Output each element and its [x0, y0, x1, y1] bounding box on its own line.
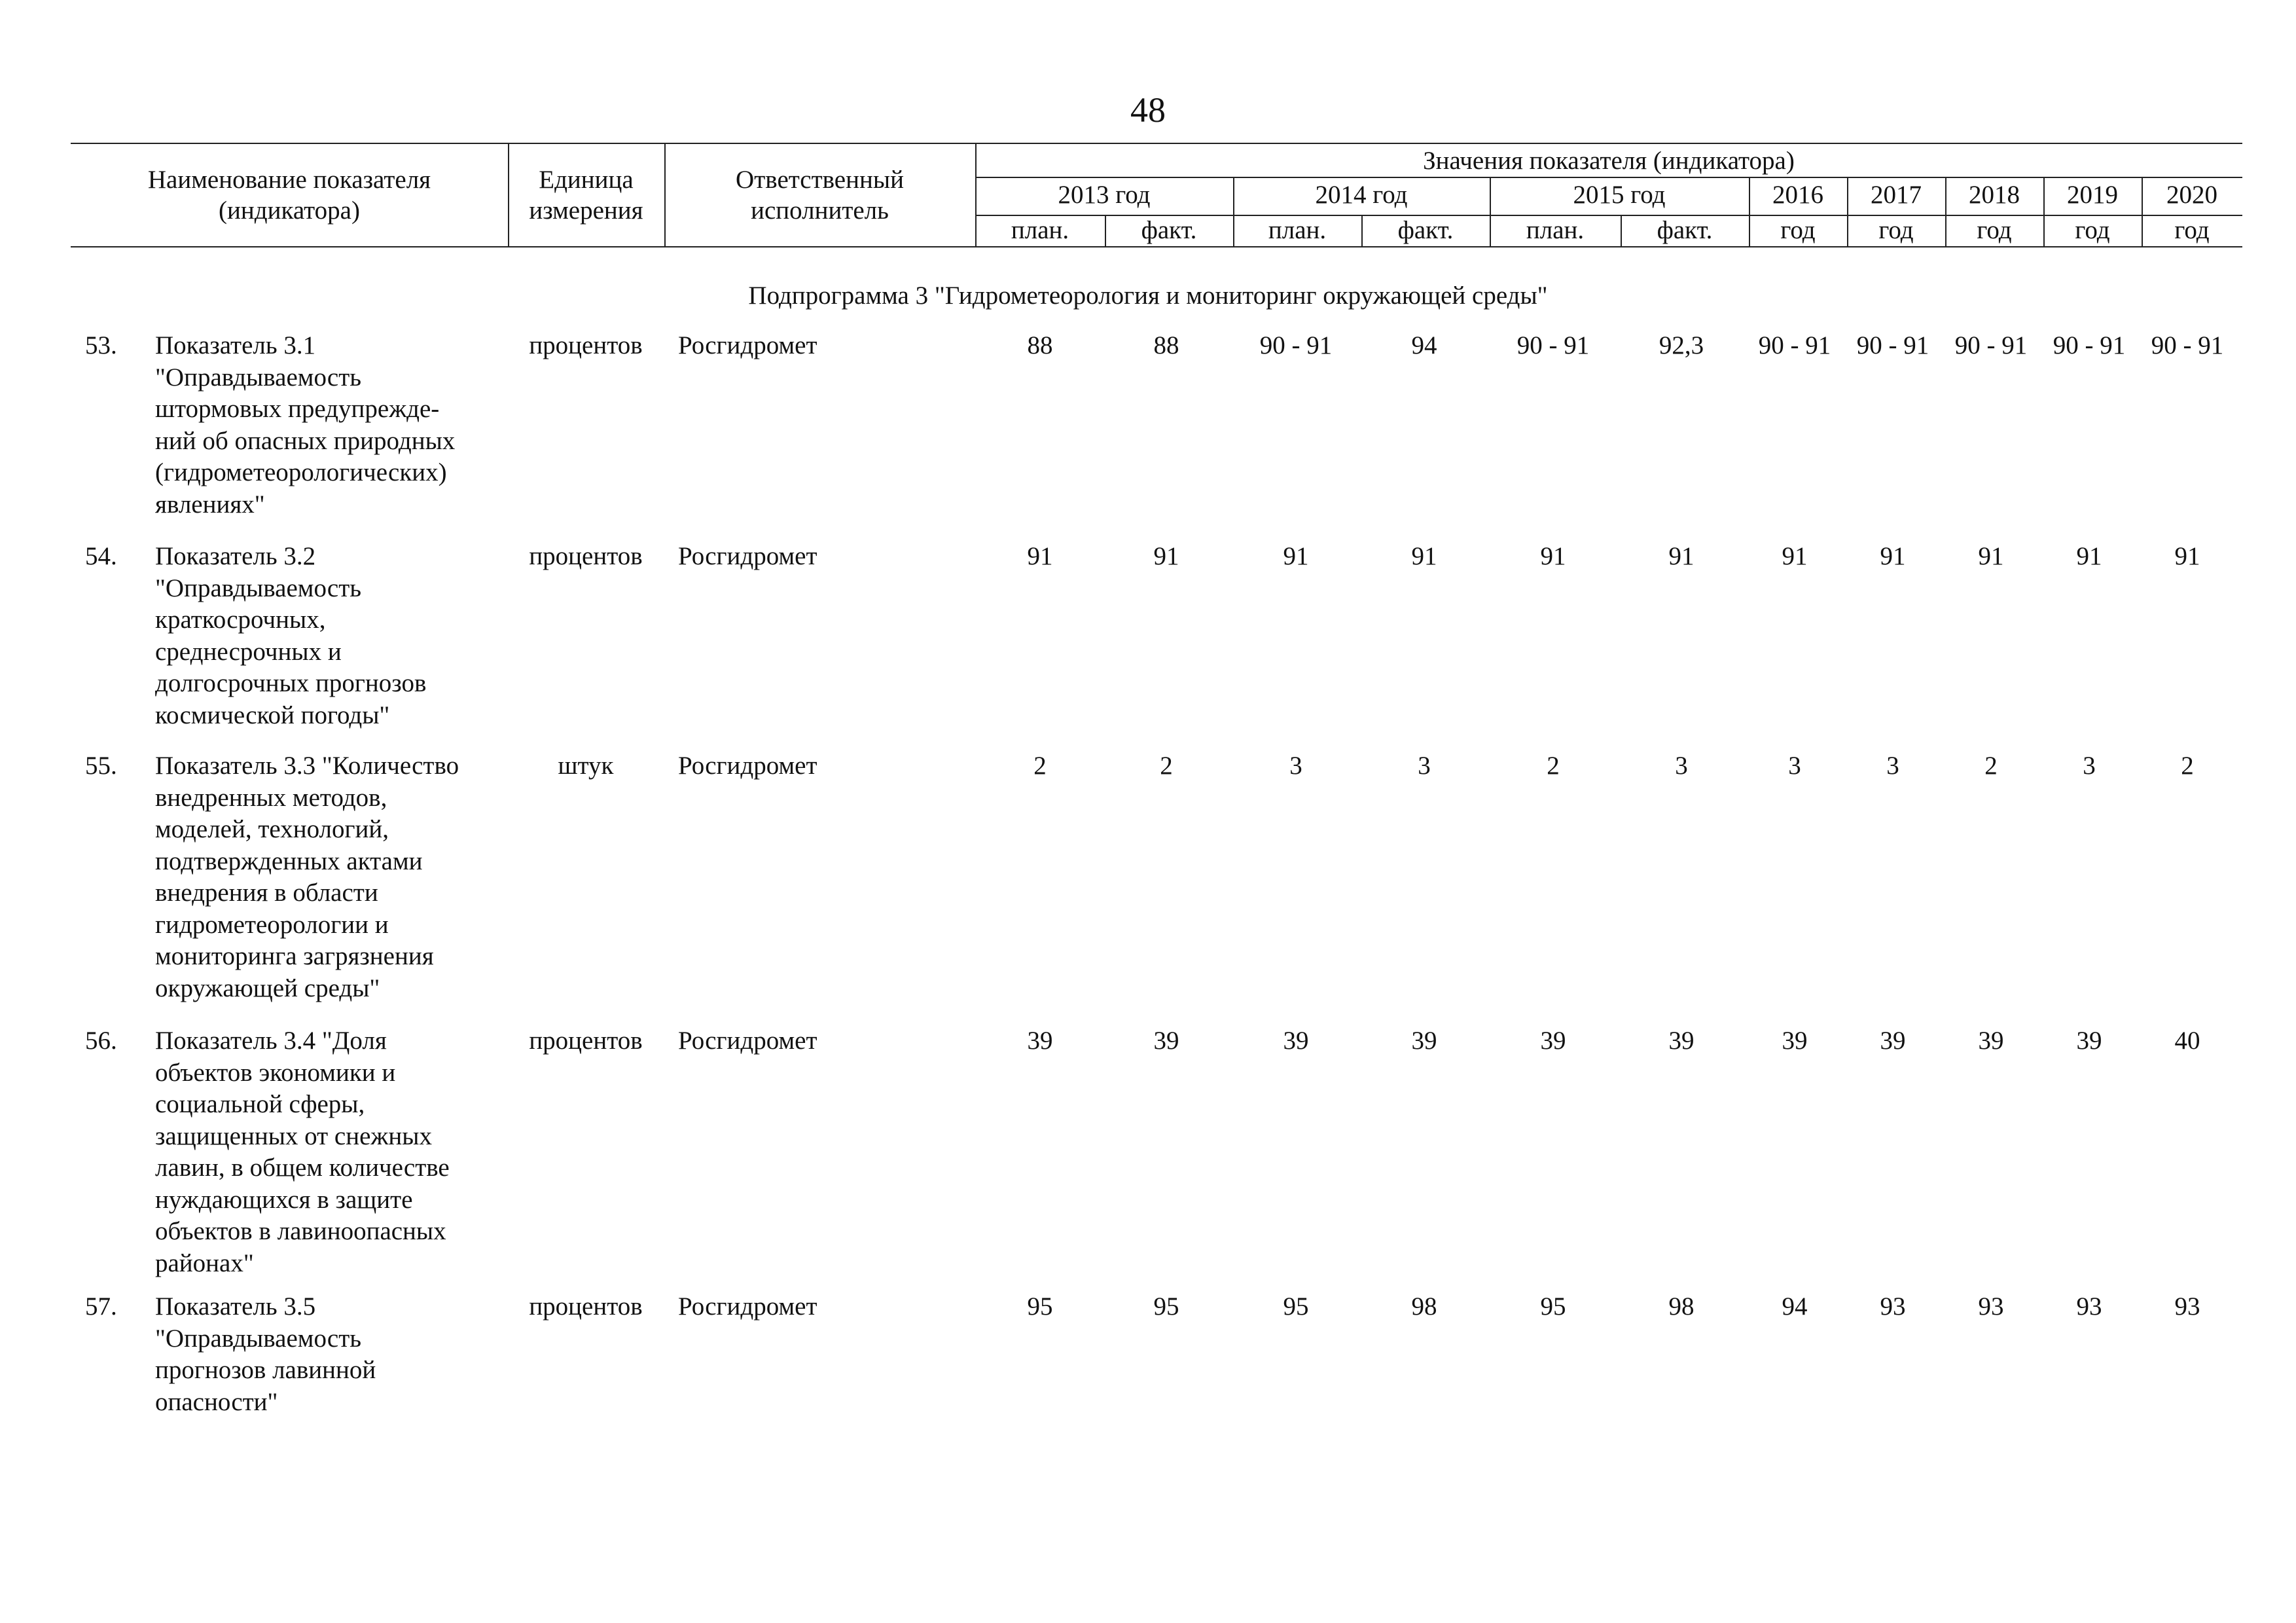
- value-2014-fact: 98: [1411, 1292, 1437, 1321]
- header-year-2013: 2013 год: [1058, 181, 1151, 209]
- value-2013-plan: 91: [1027, 542, 1053, 570]
- header-unit-column: Единица измерения: [529, 166, 643, 225]
- header-executor-column: Ответственный исполнитель: [736, 166, 904, 225]
- value-2020: 40: [2174, 1027, 2200, 1055]
- value-2015-plan: 95: [1540, 1292, 1566, 1321]
- value-2018: 39: [1978, 1027, 2004, 1055]
- years-rule: [975, 177, 2242, 178]
- row-number: 55.: [85, 752, 117, 780]
- unit: процентов: [529, 331, 643, 359]
- value-2015-fact: 91: [1668, 542, 1695, 570]
- value-2015-plan: 39: [1540, 1027, 1566, 1055]
- value-2013-fact: 95: [1153, 1292, 1179, 1321]
- value-2015-fact: 3: [1675, 752, 1688, 780]
- value-2016: 90 - 91: [1758, 331, 1831, 359]
- value-2015-fact: 39: [1668, 1027, 1695, 1055]
- indicator-name: Показатель 3.5 "Оправдываемость прогнозов лавинной опасности": [155, 1292, 376, 1416]
- value-2014-plan: 90 - 91: [1259, 331, 1333, 359]
- value-2017: 3: [1886, 752, 1899, 780]
- value-2014-fact: 39: [1411, 1027, 1437, 1055]
- row-number: 56.: [85, 1027, 117, 1055]
- value-2017: 39: [1880, 1027, 1906, 1055]
- header-plan-2015: план.: [1526, 216, 1585, 244]
- value-2018: 2: [1984, 752, 1998, 780]
- value-2015-fact: 92,3: [1659, 331, 1704, 359]
- value-2019: 90 - 91: [2053, 331, 2126, 359]
- value-2016: 39: [1782, 1027, 1808, 1055]
- value-2014-fact: 91: [1411, 542, 1437, 570]
- page-number: 48: [1130, 90, 1166, 130]
- header-values-group: Значения показателя (индикатора): [1423, 147, 1795, 175]
- header-god-2019: год: [2075, 216, 2110, 244]
- header-god-2016: год: [1780, 216, 1816, 244]
- value-2014-plan: 95: [1283, 1292, 1309, 1321]
- unit: штук: [558, 752, 614, 780]
- value-2016: 3: [1788, 752, 1801, 780]
- value-2020: 91: [2174, 542, 2200, 570]
- executor: Росгидромет: [678, 752, 817, 780]
- header-god-2017: год: [1878, 216, 1914, 244]
- value-2015-fact: 98: [1668, 1292, 1695, 1321]
- header-year-2014: 2014 год: [1315, 181, 1408, 209]
- value-2015-plan: 2: [1547, 752, 1560, 780]
- value-2016: 91: [1782, 542, 1808, 570]
- value-2019: 3: [2083, 752, 2096, 780]
- value-2019: 93: [2076, 1292, 2102, 1321]
- executor: Росгидромет: [678, 542, 817, 570]
- indicator-name: Показатель 3.3 "Количество внедренных методов, моделей, технологий, подтвержденных актами внедрения в области гидрометеорологии и мониторинга загрязнения окружающей среды": [155, 752, 459, 1002]
- value-2020: 2: [2181, 752, 2194, 780]
- unit: процентов: [529, 1292, 643, 1321]
- header-god-2020: год: [2174, 216, 2210, 244]
- value-2016: 94: [1782, 1292, 1808, 1321]
- value-2018: 90 - 91: [1954, 331, 2028, 359]
- header-fact-2014: факт.: [1397, 216, 1454, 244]
- value-2019: 39: [2076, 1027, 2102, 1055]
- unit: процентов: [529, 1027, 643, 1055]
- header-plan-2014: план.: [1268, 216, 1327, 244]
- header-year-2016: 2016: [1772, 181, 1823, 209]
- executor: Росгидромет: [678, 331, 817, 359]
- value-2015-plan: 91: [1540, 542, 1566, 570]
- header-name-column: Наименование показателя (индикатора): [147, 166, 431, 225]
- header-year-2020: 2020: [2166, 181, 2217, 209]
- indicator-name: Показатель 3.4 "Доля объектов экономики и социальной сферы, защищенных от снежных лавин, в общем количестве нуждающихся в защите объектов в лавиноопасных районах": [155, 1027, 450, 1277]
- value-2017: 90 - 91: [1856, 331, 1929, 359]
- value-2017: 93: [1880, 1292, 1906, 1321]
- header-fact-2015: факт.: [1657, 216, 1713, 244]
- value-2013-plan: 39: [1027, 1027, 1053, 1055]
- header-year-2019: 2019: [2067, 181, 2118, 209]
- value-2015-plan: 90 - 91: [1516, 331, 1590, 359]
- value-2013-plan: 95: [1027, 1292, 1053, 1321]
- value-2013-fact: 39: [1153, 1027, 1179, 1055]
- row-number: 53.: [85, 331, 117, 359]
- value-2014-plan: 91: [1283, 542, 1309, 570]
- executor: Росгидромет: [678, 1027, 817, 1055]
- value-2020: 90 - 91: [2151, 331, 2224, 359]
- value-2013-fact: 88: [1153, 331, 1179, 359]
- indicator-name: Показатель 3.2 "Оправдываемость краткосрочных, среднесрочных и долгосрочных прогнозов космической погоды": [155, 542, 427, 729]
- unit: процентов: [529, 542, 643, 570]
- header-top-rule: [71, 143, 2242, 144]
- value-2018: 91: [1978, 542, 2004, 570]
- row-number: 57.: [85, 1292, 117, 1321]
- header-fact-2013: факт.: [1141, 216, 1197, 244]
- header-year-2018: 2018: [1969, 181, 2020, 209]
- value-2013-fact: 2: [1160, 752, 1173, 780]
- value-2014-fact: 94: [1411, 331, 1437, 359]
- value-2014-plan: 3: [1289, 752, 1302, 780]
- row-number: 54.: [85, 542, 117, 570]
- header-year-2017: 2017: [1871, 181, 1922, 209]
- value-2013-plan: 2: [1033, 752, 1047, 780]
- value-2020: 93: [2174, 1292, 2200, 1321]
- indicator-name: Показатель 3.1 "Оправдываемость штормовых предупрежде- ний об опасных природных (гидрометеорологических) явлениях": [155, 331, 456, 519]
- value-2013-plan: 88: [1027, 331, 1053, 359]
- value-2013-fact: 91: [1153, 542, 1179, 570]
- value-2019: 91: [2076, 542, 2102, 570]
- value-2018: 93: [1978, 1292, 2004, 1321]
- header-god-2018: год: [1977, 216, 2012, 244]
- executor: Росгидромет: [678, 1292, 817, 1321]
- value-2014-fact: 3: [1418, 752, 1431, 780]
- header-year-2015: 2015 год: [1573, 181, 1666, 209]
- value-2014-plan: 39: [1283, 1027, 1309, 1055]
- header-plan-2013: план.: [1011, 216, 1069, 244]
- value-2017: 91: [1880, 542, 1906, 570]
- header-bottom-rule: [71, 246, 2242, 247]
- subprogram-title: Подпрограмма 3 "Гидрометеорология и мониторинг окружающей среды": [748, 282, 1548, 310]
